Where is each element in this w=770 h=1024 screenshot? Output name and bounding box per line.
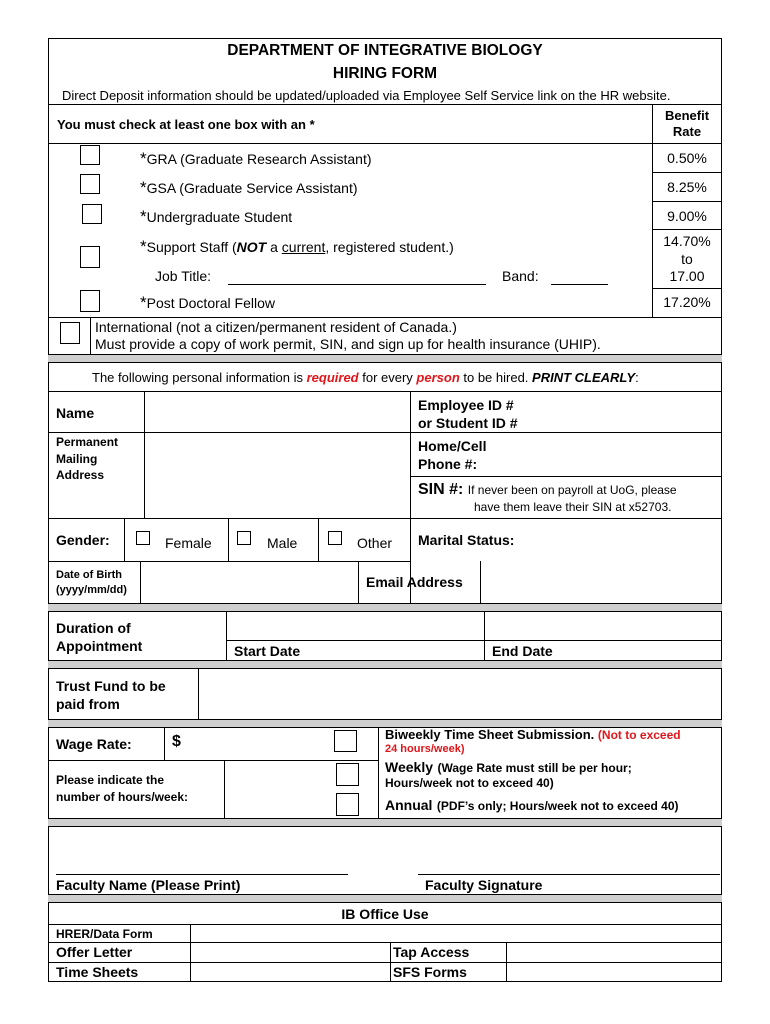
undergrad-rate: 9.00% [667, 208, 707, 224]
office-use-title: IB Office Use [341, 906, 429, 922]
phone-field[interactable] [500, 434, 720, 474]
gsa-rate: 8.25% [667, 179, 707, 195]
band-label: Band: [502, 268, 539, 284]
gra-rate: 0.50% [667, 150, 707, 166]
wage-rate-label: Wage Rate: [56, 736, 132, 752]
annual-checkbox[interactable] [336, 793, 359, 816]
trust-fund-field[interactable] [200, 671, 720, 717]
other-label: Other [357, 535, 393, 551]
start-date-field[interactable] [228, 614, 482, 640]
hrer-field[interactable] [192, 926, 720, 941]
address-field[interactable] [146, 434, 408, 516]
gender-label: Gender: [56, 532, 110, 548]
offer-letter-label: Offer Letter [56, 944, 133, 960]
page-subtitle: HIRING FORM [332, 65, 438, 82]
weekly-note: Hours/week not to exceed 40) [385, 776, 554, 790]
sin-note: have them leave their SIN at x52703. [474, 500, 672, 514]
weekly-checkbox[interactable] [336, 763, 359, 786]
separator-bar [48, 603, 722, 612]
postdoc-rate: 17.20% [663, 294, 711, 310]
deposit-note: Direct Deposit information should be updated/uploaded via Employee Self Service link on the HR website. [62, 88, 671, 103]
international-note: International (not a citizen/permanent resident of Canada.) Must provide a copy of work permit, SIN, and sign up for health insurance (UHIP). [95, 319, 601, 352]
dob-label: Date of Birth (yyyy/mm/dd) [56, 569, 127, 596]
trust-fund-label: Trust Fund to be paid from [56, 678, 166, 712]
undergrad-checkbox[interactable] [82, 204, 102, 224]
support-staff-rate: 14.70% to 17.00 [663, 233, 711, 284]
separator-bar [48, 354, 722, 363]
currency-symbol: $ [172, 733, 181, 750]
biweekly-note: 24 hours/week) [385, 743, 465, 755]
postdoc-label: *Post Doctoral Fellow [140, 293, 276, 312]
separator-bar [48, 660, 722, 669]
hrer-label: HRER/Data Form [56, 927, 153, 941]
check-instruction: You must check at least one box with an * [57, 117, 315, 132]
gsa-checkbox[interactable] [80, 174, 100, 194]
faculty-signature-line[interactable] [418, 874, 720, 875]
personal-intro: The following personal information is required for every person to be hired. PRINT CLEARLY: [92, 370, 639, 385]
support-staff-label: *Support Staff (NOT a current, registered student.) [140, 237, 454, 256]
international-checkbox[interactable] [60, 322, 80, 344]
other-checkbox[interactable] [328, 531, 342, 545]
female-label: Female [165, 535, 212, 551]
faculty-name-label: Faculty Name (Please Print) [56, 877, 241, 893]
band-field[interactable] [551, 284, 608, 285]
phone-label: Home/Cell Phone #: [418, 438, 487, 472]
page-title: DEPARTMENT OF INTEGRATIVE BIOLOGY [227, 42, 543, 59]
hours-label: Please indicate the number of hours/week: [56, 773, 189, 804]
gsa-label: *GSA (Graduate Service Assistant) [140, 178, 358, 197]
separator-bar [48, 894, 722, 903]
start-date-label: Start Date [234, 643, 301, 659]
end-date-label: End Date [492, 643, 553, 659]
name-label: Name [56, 405, 95, 421]
support-staff-checkbox[interactable] [80, 246, 100, 268]
male-checkbox[interactable] [237, 531, 251, 545]
benefit-rate-header: Benefit Rate [664, 108, 710, 139]
duration-label: Duration of Appointment [56, 620, 143, 654]
annual-label: Annual (PDF’s only; Hours/week not to exceed 40) [385, 797, 679, 813]
job-title-label: Job Title: [155, 268, 212, 284]
postdoc-checkbox[interactable] [80, 290, 100, 312]
sfs-forms-label: SFS Forms [393, 964, 467, 980]
name-field[interactable] [146, 393, 408, 431]
email-field[interactable] [482, 563, 720, 601]
faculty-name-line[interactable] [56, 874, 348, 875]
gra-checkbox[interactable] [80, 145, 100, 165]
sin-label: SIN #: If never been on payroll at UoG, please [418, 481, 677, 498]
gra-label: *GRA (Graduate Research Assistant) [140, 149, 372, 168]
faculty-signature-label: Faculty Signature [425, 877, 543, 893]
separator-bar [48, 818, 722, 827]
employee-id-field[interactable] [530, 393, 720, 431]
email-label: Email Address [366, 574, 463, 590]
weekly-label: Weekly (Wage Rate must still be per hour; [385, 759, 632, 775]
undergrad-label: *Undergraduate Student [140, 207, 293, 226]
job-title-field[interactable] [228, 284, 486, 285]
time-sheets-label: Time Sheets [56, 964, 139, 980]
male-label: Male [267, 535, 298, 551]
address-label: Permanent Mailing Address [56, 435, 119, 482]
female-checkbox[interactable] [136, 531, 150, 545]
marital-status-label: Marital Status: [418, 532, 515, 548]
employee-id-label: Employee ID # or Student ID # [418, 397, 518, 431]
tap-access-label: Tap Access [393, 944, 470, 960]
biweekly-label: Biweekly Time Sheet Submission. (Not to exceed [385, 727, 681, 742]
end-date-field[interactable] [486, 614, 720, 640]
dob-field[interactable] [142, 563, 358, 601]
biweekly-checkbox[interactable] [334, 730, 357, 752]
